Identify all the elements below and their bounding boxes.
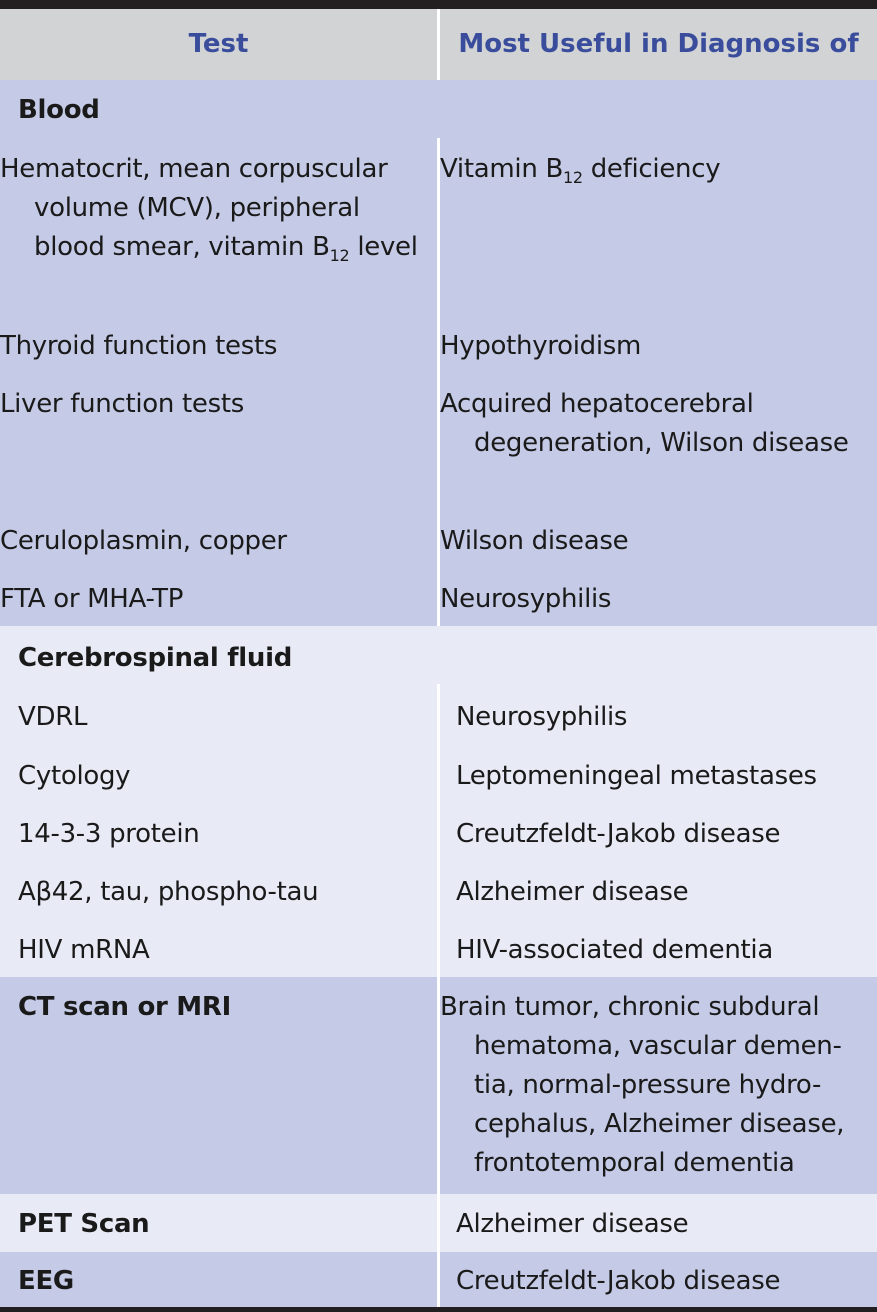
section-blood (0, 80, 877, 626)
diagnosis-cell: Brain tumor, chronic subdural hematoma, vascular demen-tia, normal-pressure hydro-cephalus, Alzheimer disease, frontotemporal dementia (440, 992, 845, 1178)
diagnosis-cell: Leptomeningeal metastases (456, 761, 817, 791)
header-diagnosis: Most Useful in Diagnosis of (458, 29, 859, 59)
test-cell: Ceruloplasmin, copper (0, 526, 287, 556)
diagnosis-cell: Vitamin $B_{12}$ deficiency (440, 154, 721, 187)
section-label-csf: Cerebrospinal fluid (18, 643, 293, 673)
table-row (0, 580, 877, 620)
bottom-rule (0, 1307, 877, 1312)
section-label-eeg: EEG (18, 1266, 74, 1296)
table-row (0, 150, 877, 300)
section-csf (0, 626, 877, 977)
test-cell: Aβ42, tau, phospho-tau (18, 877, 319, 907)
test-cell: HIV mRNA (18, 935, 150, 965)
table-row (0, 522, 877, 562)
section-pet (0, 1194, 877, 1252)
diagnosis-cell: Creutzfeldt-Jakob disease (456, 1266, 781, 1296)
diagnosis-cell: Alzheimer disease (456, 877, 689, 907)
table-row (0, 698, 877, 738)
diagnosis-cell: Wilson disease (440, 526, 629, 556)
section-label-imaging: CT scan or MRI (18, 992, 231, 1022)
test-cell: FTA or MHA-TP (0, 584, 184, 614)
table-row (0, 931, 877, 971)
test-cell: Thyroid function tests (0, 331, 278, 361)
section-label-pet: PET Scan (18, 1209, 150, 1239)
diagnosis-cell: HIV-associated dementia (456, 935, 773, 965)
test-cell: Cytology (18, 761, 131, 791)
table-row (0, 873, 877, 913)
test-cell: Liver function tests (0, 389, 244, 419)
header-row (0, 9, 877, 80)
diagnosis-cell: Alzheimer disease (456, 1209, 689, 1239)
diagnosis-cell: Creutzfeldt-Jakob disease (456, 819, 781, 849)
test-cell: 14-3-3 protein (18, 819, 200, 849)
section-imaging (0, 977, 877, 1194)
diagnosis-cell: Hypothyroidism (440, 331, 642, 361)
header-test: Test (188, 29, 249, 59)
table-row (0, 757, 877, 797)
test-cell: VDRL (18, 702, 88, 732)
diagnosis-cell: Acquired hepatocerebral degeneration, Wilson disease (440, 389, 849, 458)
table-row (0, 385, 877, 505)
test-cell: Hematocrit, mean corpuscular volume (MCV), peripheral blood smear, vitamin $B_{12}$ level (0, 154, 418, 265)
table-row (0, 815, 877, 855)
section-label-blood: Blood (18, 95, 100, 125)
diagnosis-cell: Neurosyphilis (456, 702, 628, 732)
section-eeg (0, 1252, 877, 1307)
table-row (0, 327, 877, 367)
top-rule (0, 0, 877, 9)
diagnosis-cell: Neurosyphilis (440, 584, 612, 614)
